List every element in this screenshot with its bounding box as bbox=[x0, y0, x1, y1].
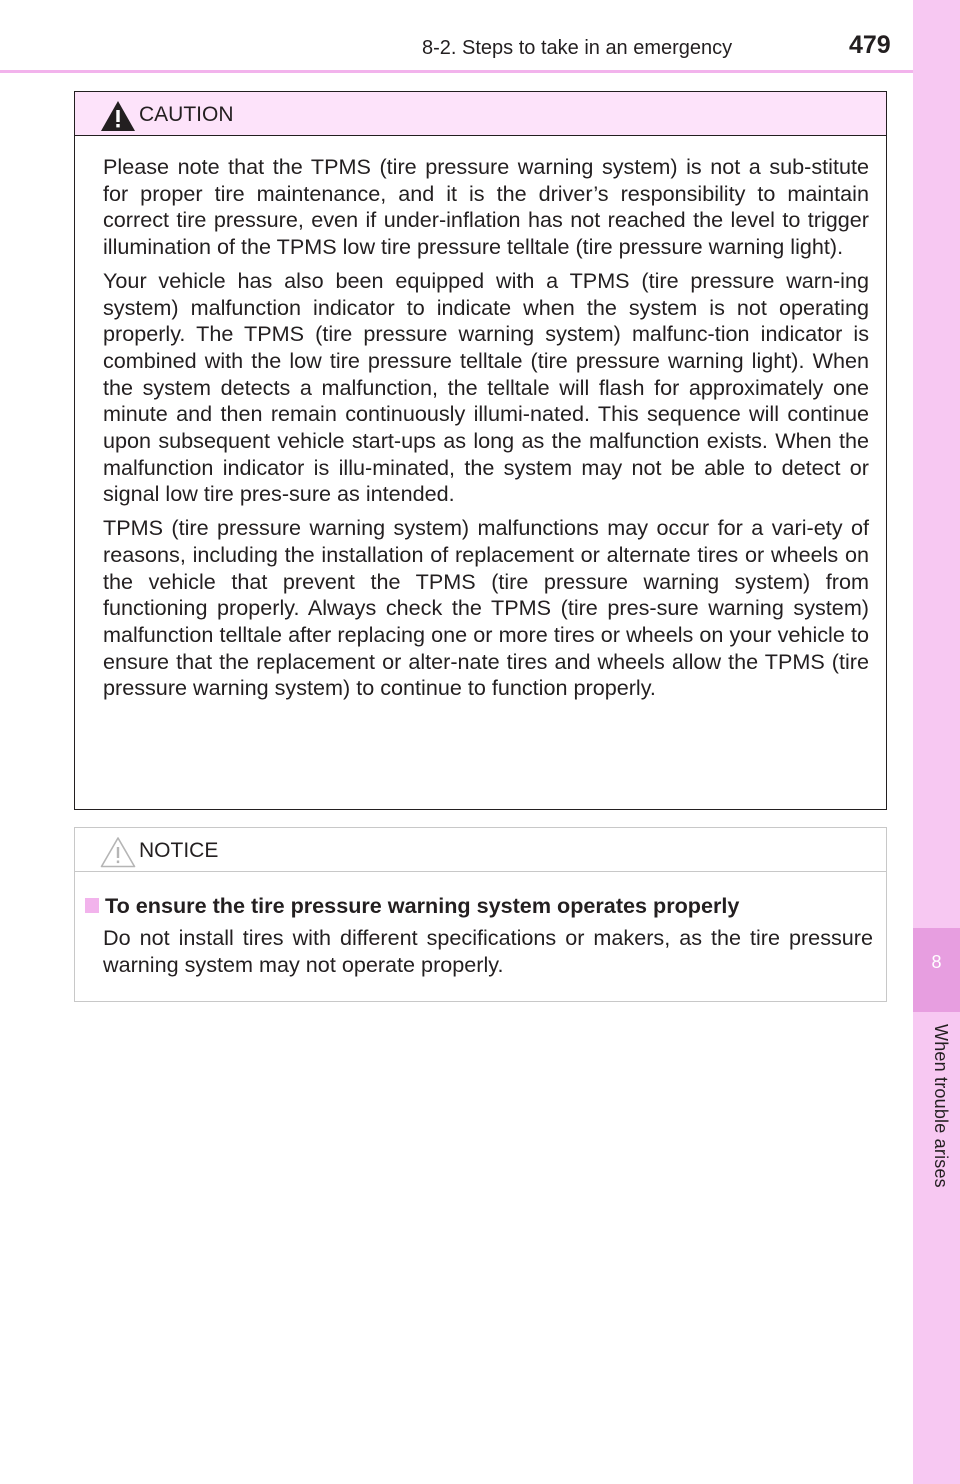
caution-paragraph: TPMS (tire pressure warning system) malfunctions may occur for a vari-ety of reasons, including the installation of replacement or alternate tires or wheels on the vehicle that prevent the TPMS (tire pressure warning system) from functioning properly. Always check the TPMS (tire pres-sure warning system) malfunction telltale after replacing one or more tires or wheels on your vehicle to ensure that the replacement or alter-nate tires and wheels allow the TPMS (tire pressure warning system) to continue to function properly. bbox=[103, 515, 869, 701]
caution-paragraph: Your vehicle has also been equipped with a TPMS (tire pressure warn-ing system) malfunction indicator to indicate when the system is not operating properly. The TPMS (tire pressure warning system) malfunc-tion indicator is combined with the low tire pressure telltale (tire pressure warning light). When the system detects a malfunction, the telltale will flash for approximately one minute and then remain continuously illumi-nated. This sequence will continue upon subsequent vehicle start-ups as long as the malfunction exists. When the malfunction indicator is illu-minated, the system may not be able to detect or signal low tire pres-sure as intended. bbox=[103, 267, 869, 507]
notice-header bbox=[75, 828, 886, 872]
caution-header bbox=[75, 92, 886, 136]
page-number: 479 bbox=[849, 31, 891, 59]
notice-heading bbox=[85, 892, 875, 919]
caution-label: CAUTION bbox=[139, 103, 234, 126]
notice-text: Do not install tires with different specifications or makers, as the tire pressure warning system may not operate properly. bbox=[103, 925, 873, 977]
warning-triangle-filled-icon bbox=[99, 99, 137, 133]
warning-triangle-outline-icon bbox=[99, 835, 137, 869]
notice-label: NOTICE bbox=[139, 839, 219, 862]
chapter-number: 8 bbox=[931, 952, 942, 972]
notice-heading-text: To ensure the tire pressure warning system operates properly bbox=[105, 893, 740, 918]
caution-paragraph: Please note that the TPMS (tire pressure warning system) is not a sub-stitute for proper tire maintenance, and it is the driver’s responsibility to maintain correct tire pressure, even if under-inflation has not reached the level to trigger illumination of the TPMS low tire pressure telltale (tire pressure warning light). bbox=[103, 154, 869, 260]
caution-box bbox=[74, 91, 887, 810]
notice-item bbox=[85, 892, 875, 978]
header-divider bbox=[0, 70, 913, 73]
bullet-square-icon bbox=[85, 898, 99, 913]
notice-box bbox=[74, 827, 887, 1002]
chapter-side-tab bbox=[913, 0, 960, 1484]
caution-body bbox=[103, 154, 869, 709]
chapter-title: When trouble arises bbox=[931, 1024, 951, 1188]
section-title: 8-2. Steps to take in an emergency bbox=[422, 37, 733, 59]
